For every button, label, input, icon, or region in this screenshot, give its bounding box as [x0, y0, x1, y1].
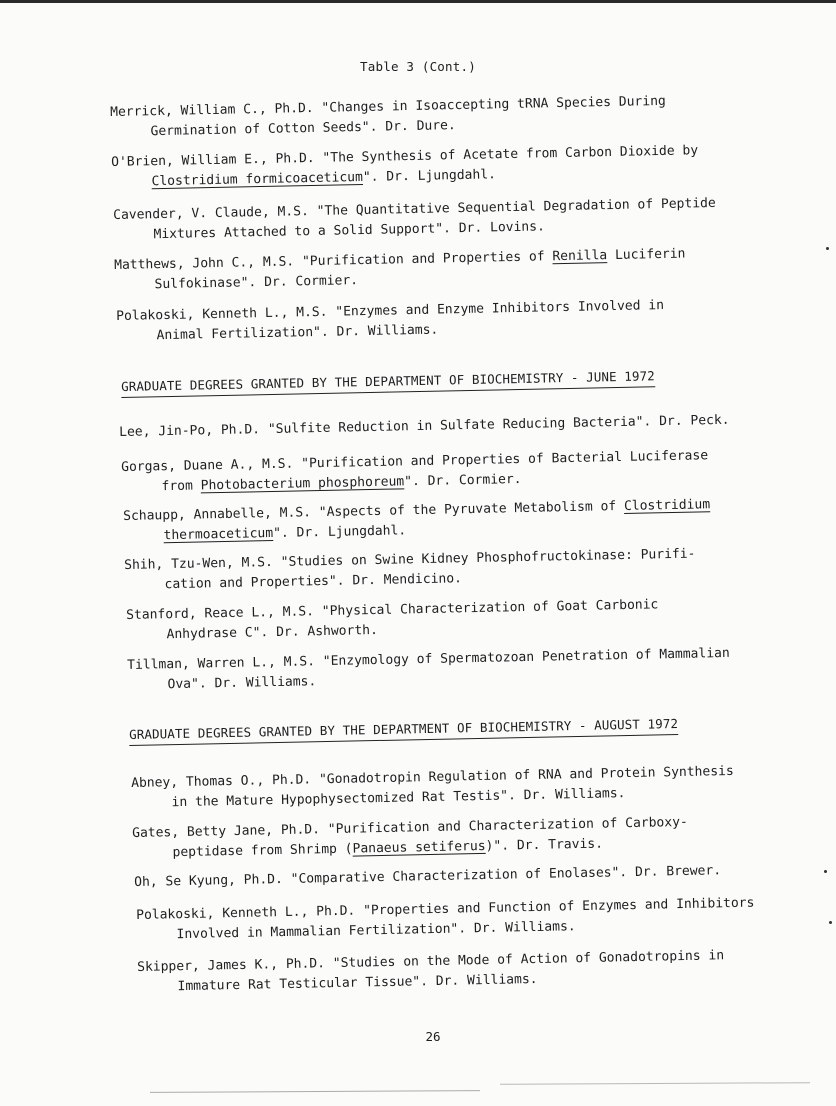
species-name: Renilla	[552, 248, 608, 265]
entry-line: Germination of Cotton Seeds". Dr. Dure.	[150, 118, 456, 140]
list-item	[116, 296, 665, 347]
species-name: Clostridium	[623, 497, 711, 514]
entry-text: )". Dr. Travis.	[485, 836, 604, 854]
entry-line: Gorgas, Duane A., M.S. "Purification and Properties of Bacterial Luciferase	[121, 448, 709, 475]
entry-line: Sulfokinase". Dr. Cormier.	[154, 273, 359, 293]
list-item	[113, 194, 716, 246]
list-item	[121, 446, 709, 498]
scan-speck	[824, 870, 827, 873]
entry-line: Ova". Dr. Williams.	[167, 674, 317, 693]
list-item	[131, 762, 734, 814]
scan-edge-line	[500, 1082, 810, 1085]
section-heading-august: GRADUATE DEGREES GRANTED BY THE DEPARTMENT OF BIOCHEMISTRY - AUGUST 1972	[129, 716, 678, 746]
entry-text: from	[161, 478, 201, 495]
entry-line: Skipper, James K., Ph.D. "Studies on the Mode of Action of Gonadotropins in	[137, 948, 725, 975]
list-item	[111, 141, 699, 193]
entry-text: ". Dr. Cormier.	[404, 471, 522, 490]
list-item	[119, 411, 730, 443]
entry-line: O'Brien, William E., Ph.D. "The Synthesis of Acetate from Carbon Dioxide by	[111, 143, 699, 170]
page-title: Table 3 (Cont.)	[360, 59, 476, 74]
list-item	[132, 813, 688, 864]
species-name: Clostridium formicoaceticum	[151, 169, 364, 190]
species-name: Panaeus setiferus	[352, 838, 486, 857]
entry-line: Cavender, V. Claude, M.S. "The Quantitative Sequential Degradation of Peptide	[113, 195, 716, 223]
entry-line: Involved in Mammalian Fertilization". Dr. Williams.	[176, 919, 576, 943]
scan-speck	[829, 921, 832, 924]
list-item	[124, 545, 696, 596]
entry-line: Shih, Tzu-Wen, M.S. "Studies on Swine Kidney Phosphofructokinase: Purifi-	[124, 546, 696, 573]
entry-line: Polakoski, Kenneth L., M.S. "Enzymes and Enzyme Inhibitors Involved in	[116, 298, 665, 324]
entry-text: peptidase from Shrimp (	[172, 841, 353, 861]
entry-text: Matthews, John C., M.S. "Purification and Properties of	[114, 249, 553, 273]
entry-text: Schaupp, Annabelle, M.S. "Aspects of the Pyruvate Metabolism of	[123, 498, 625, 524]
entry-line: in the Mature Hypophysectomized Rat Testis". Dr. Williams.	[171, 786, 626, 811]
entry-line: Tillman, Warren L., M.S. "Enzymology of Spermatozoan Penetration of Mammalian	[127, 645, 730, 673]
entry-line: Polakoski, Kenneth L., Ph.D. "Properties and Function of Enzymes and Inhibitors	[136, 895, 755, 923]
entry-line: Animal Fertilization". Dr. Williams.	[156, 322, 439, 344]
entry-line: Gates, Betty Jane, Ph.D. "Purification and Characterization of Carboxy-	[132, 814, 688, 841]
entry-line: Merrick, William C., Ph.D. "Changes in Isoaccepting tRNA Species During	[110, 93, 666, 120]
section-heading-june: GRADUATE DEGREES GRANTED BY THE DEPARTMENT OF BIOCHEMISTRY - JUNE 1972	[121, 368, 655, 398]
list-item	[127, 644, 730, 696]
list-item	[134, 861, 721, 893]
entry-line: Stanford, Reace L., M.S. "Physical Characterization of Goat Carbonic	[126, 597, 659, 623]
list-item	[123, 495, 711, 547]
list-item	[136, 894, 755, 946]
list-item	[114, 245, 686, 296]
species-name: Photobacterium phosphoreum	[200, 474, 405, 494]
list-item	[110, 92, 666, 143]
entry-line: Oh, Se Kyung, Ph.D. "Comparative Characterization of Enolases". Dr. Brewer.	[134, 863, 722, 890]
entry-line: Abney, Thomas O., Ph.D. "Gonadotropin Regulation of RNA and Protein Synthesis	[131, 763, 734, 791]
scan-speck	[826, 247, 829, 250]
entry-line: Mixtures Attached to a Solid Support". Dr. Lovins.	[153, 219, 545, 243]
entry-line: Lee, Jin-Po, Ph.D. "Sulfite Reduction in Sulfate Reducing Bacteria". Dr. Peck.	[119, 412, 730, 440]
species-name: thermoaceticum	[163, 525, 274, 544]
list-item	[126, 595, 659, 646]
entry-line: Immature Rat Testicular Tissue". Dr. Williams.	[177, 971, 538, 995]
entry-text: Luciferin	[607, 246, 686, 264]
scan-edge-line	[150, 1090, 480, 1093]
entry-text: ". Dr. Ljungdahl.	[272, 523, 407, 541]
list-item	[137, 946, 725, 998]
entry-text: ". Dr. Ljungdahl.	[362, 167, 497, 185]
page-number: 26	[425, 1029, 441, 1044]
entry-line: Anhydrase C". Dr. Ashworth.	[166, 622, 379, 643]
entry-line: cation and Properties". Dr. Mendicino.	[164, 571, 463, 593]
